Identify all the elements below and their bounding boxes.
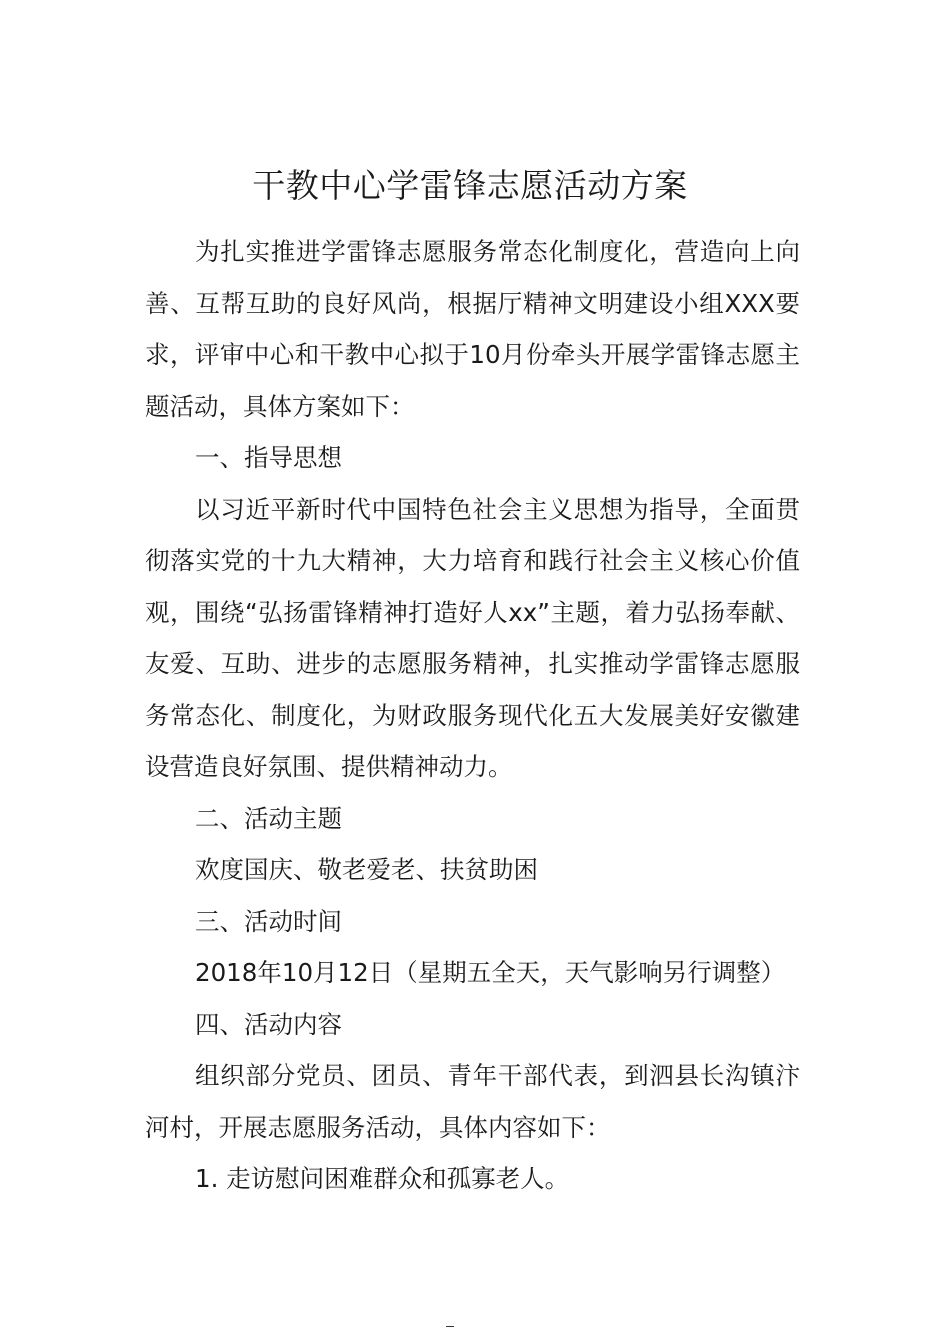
section-heading-activity-theme: 二、活动主题 [195,803,342,833]
activity-time-text: 2018年10月12日（星期五全天，天气影响另行调整） [195,958,786,987]
activity-theme-text: 欢度国庆、敬老爱老、扶贫助困 [195,855,538,884]
section-heading-activity-time: 三、活动时间 [195,906,342,936]
document-body [145,226,800,1205]
activity-content-paragraph: 组织部分党员、团员、青年干部代表，到泗县长沟镇汴河村，开展志愿服务活动，具体内容如下： [145,1061,800,1142]
section-heading-activity-content: 四、活动内容 [195,1009,342,1039]
section-heading-guiding-ideology: 一、指导思想 [195,443,342,472]
page-footer-mark [446,1326,454,1327]
intro-paragraph: 为扎实推进学雷锋志愿服务常态化制度化，营造向上向善、互帮互助的良好风尚，根据厅精神文明建设小组XXX要求，评审中心和干教中心拟于10月份牵头开展学雷锋志愿主题活动，具体方案如下： [145,237,800,421]
activity-content-item-1: 1. 走访慰问困难群众和孤寡老人。 [195,1164,570,1193]
guiding-ideology-paragraph: 以习近平新时代中国特色社会主义思想为指导，全面贯彻落实党的十九大精神，大力培育和践行社会主义核心价值观，围绕“弘扬雷锋精神打造好人xx”主题，着力弘扬奉献、友爱、互助、进步的志愿服务精神，扎实推动学雷锋志愿服务常态化、制度化，为财政服务现代化五大发展美好安徽建设营造良好氛围、提供精神动力。 [145,494,800,781]
document-title: 干教中心学雷锋志愿活动方案 [252,166,688,205]
